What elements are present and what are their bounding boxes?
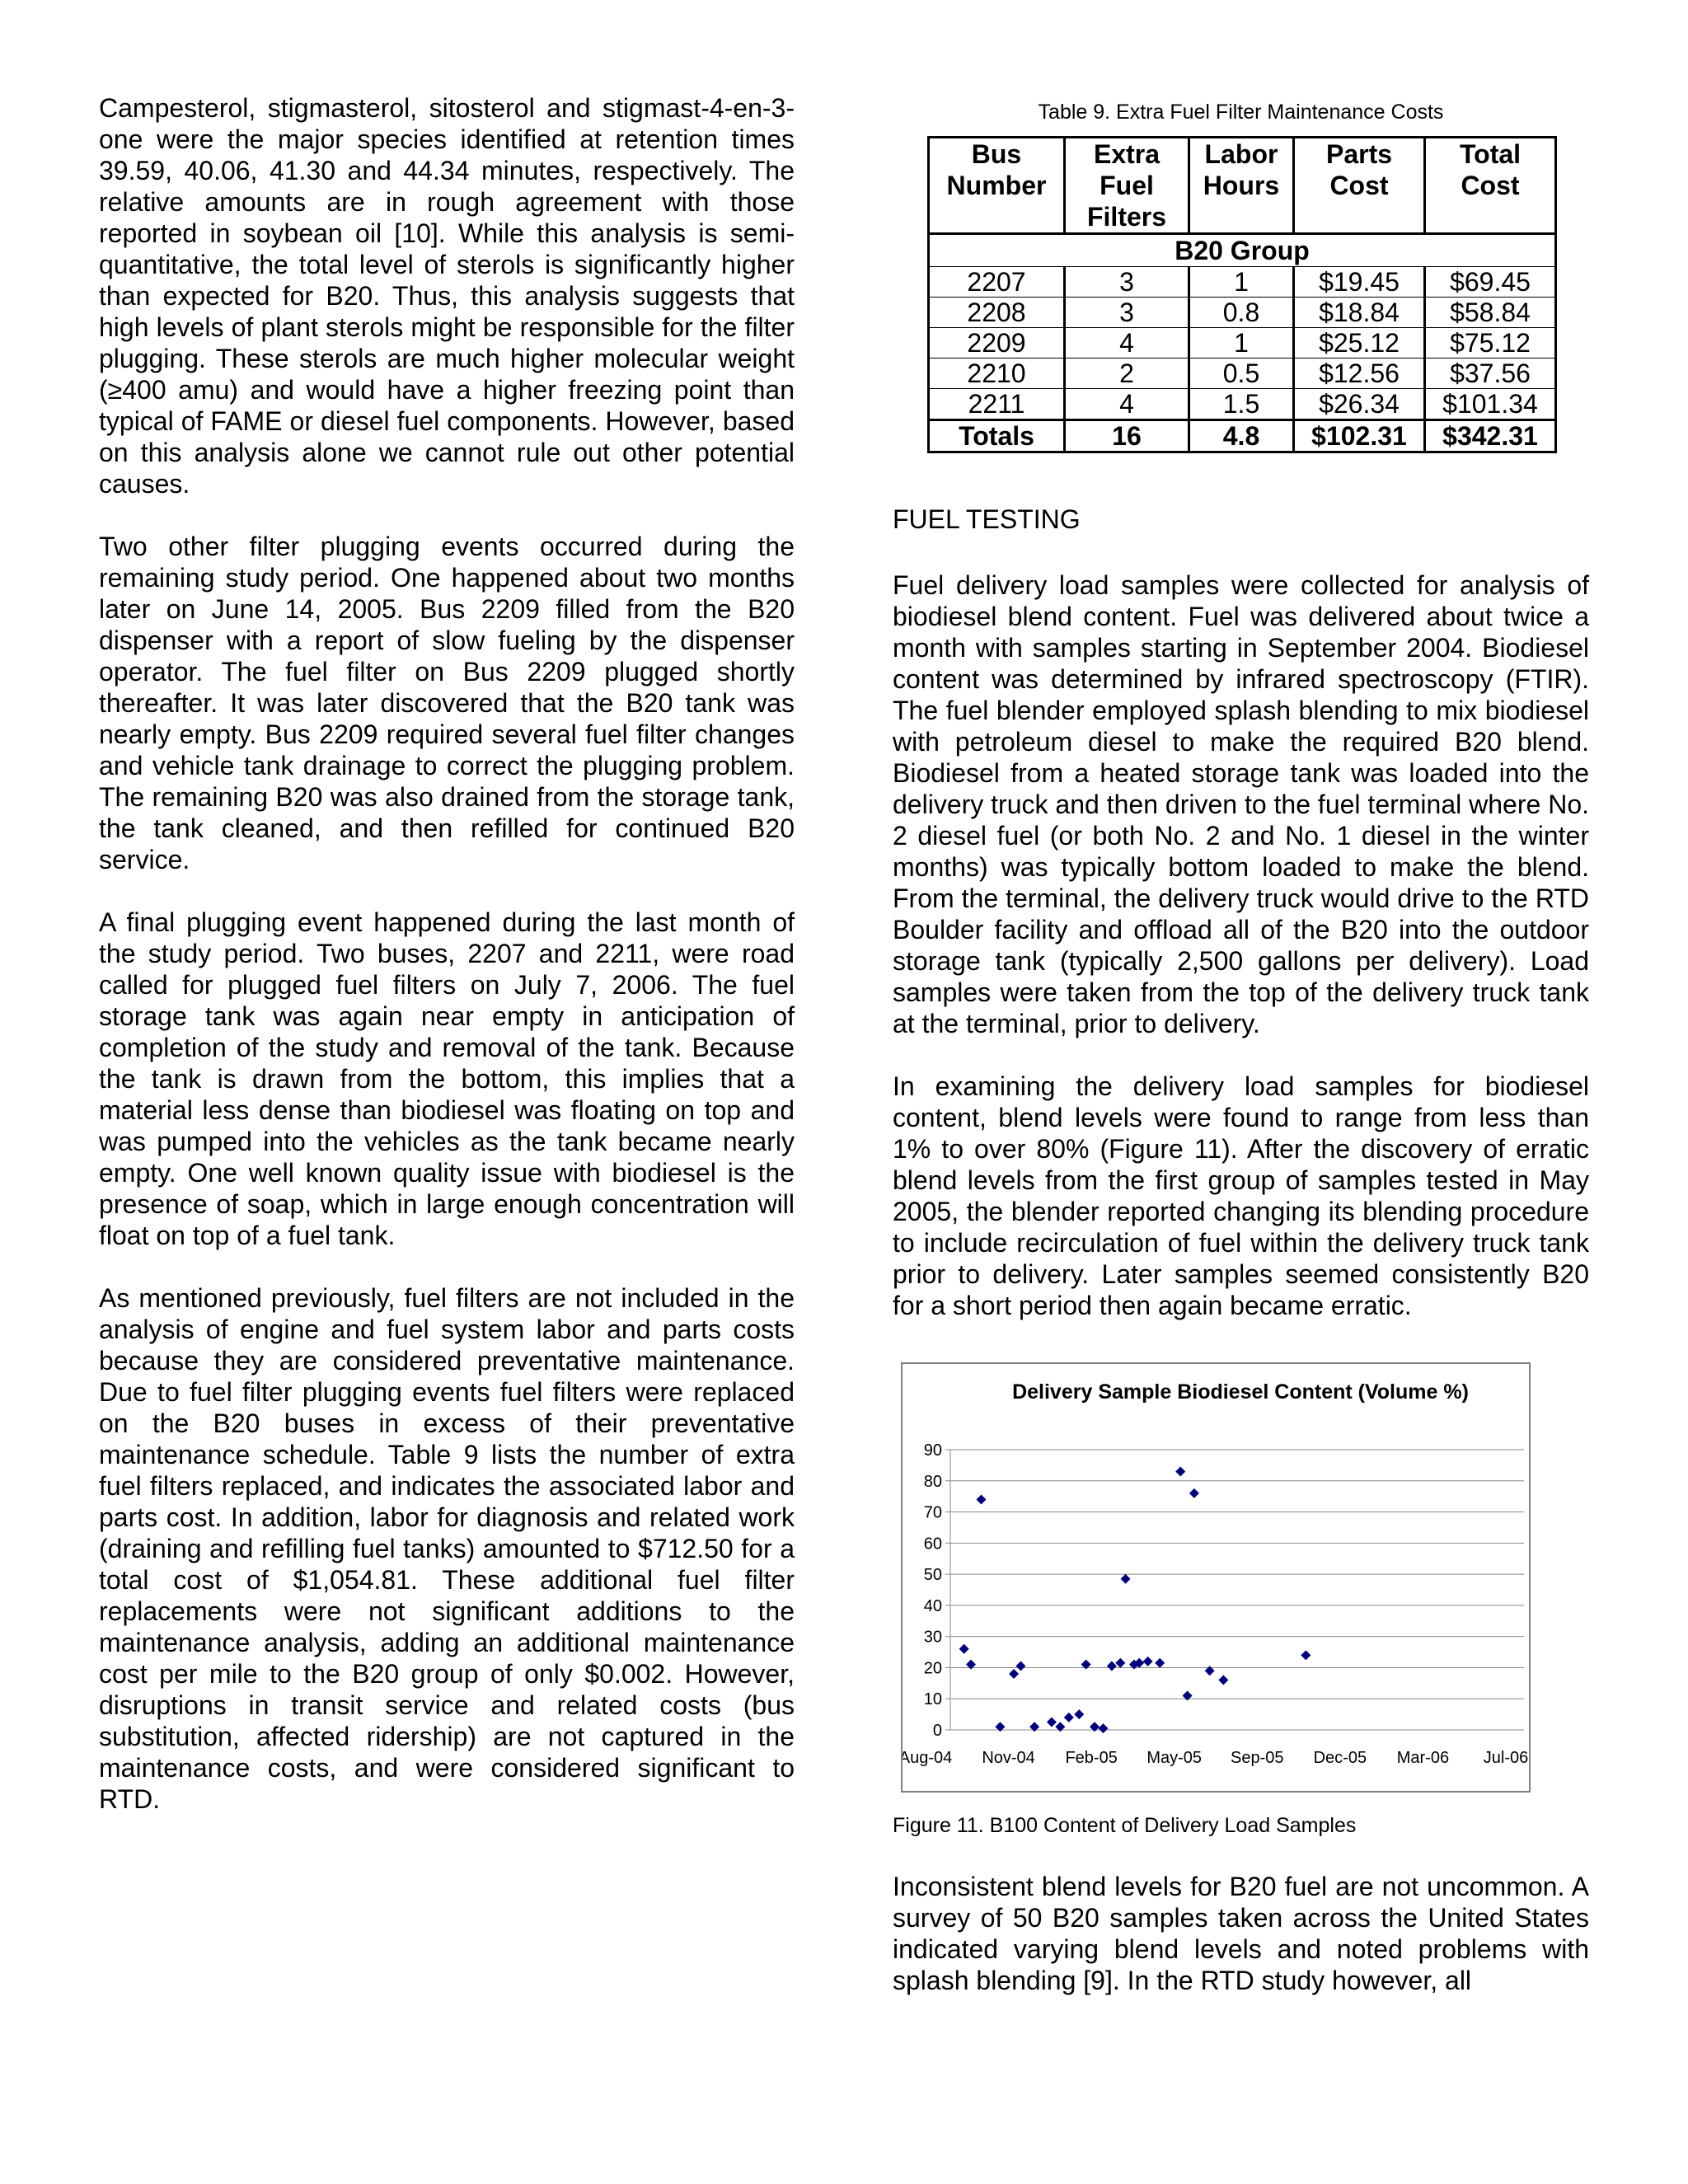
table-cell: 2209 [929,328,1065,359]
table-cell: 1.5 [1189,389,1294,420]
x-tick-label: Jul-06 [1483,1749,1529,1767]
data-point [1015,1661,1025,1671]
table-cell: 2211 [929,389,1065,420]
totals-cell: $102.31 [1294,420,1425,452]
header-extra-fuel-filters: Extra Fuel Filters [1065,138,1189,234]
table-group-row [929,234,1556,267]
table-cell: $37.56 [1425,359,1556,389]
table-cell: 2210 [929,359,1065,389]
x-tick-label: Aug-04 [903,1749,953,1767]
y-tick-label: 90 [923,1441,942,1460]
totals-cell: $342.31 [1425,420,1556,452]
table-cell: 4 [1065,389,1189,420]
table-cell: 1 [1189,267,1294,298]
paragraph-blend-levels: In examining the delivery load samples for biodiesel content, blend levels were found to range from less than 1% to over 80% (Figure 11). After the discovery of erratic blend levels from the first group of samples tested in May 2005, the blender reported changing its blending procedure to include recirculation of fuel within the delivery truck tank prior to delivery. Later samples seemed consistently B20 for a short period then again became erratic. [893,1071,1589,1320]
table-cell: $12.56 [1294,359,1425,389]
table-cell: $19.45 [1294,267,1425,298]
left-column [99,92,795,1846]
data-point [1218,1675,1228,1685]
chart-title: Delivery Sample Biodiesel Content (Volume %) [1012,1380,1469,1404]
y-tick-label: 50 [923,1566,942,1585]
table-row [929,359,1556,389]
paragraph-final-event: A final plugging event happened during the last month of the study period. Two buses, 2207 and 2211, were road called for plugged fuel filters on July 7, 2006. The fuel storage tank was again near empty in anticipation of completion of the study and removal of the tank. Because the tank is drawn from the bottom, this implies that a material less dense than biodiesel was floating on top and was pumped into the vehicles as the tank became nearly empty. One well known quality issue with biodiesel is the presence of soap, which in large enough concentration will float on top of a fuel tank. [99,907,795,1250]
data-point [1121,1574,1131,1584]
maintenance-cost-table [927,136,1557,453]
data-point [1301,1650,1311,1660]
x-tick-label: Mar-06 [1396,1749,1450,1767]
data-point [1155,1658,1165,1668]
x-tick-label: May-05 [1146,1749,1203,1767]
table-row [929,389,1556,420]
table-cell: $75.12 [1425,328,1556,359]
y-tick-label: 40 [923,1596,942,1615]
table-row [929,298,1556,328]
data-point [959,1644,969,1654]
data-point [977,1494,987,1504]
paragraph-maintenance: As mentioned previously, fuel filters are not included in the analysis of engine and fuel system labor and parts costs because they are considered preventative maintenance. Due to fuel filter plugging events fuel filters were replaced on the B20 buses in excess of their preventative maintenance schedule. Table 9 lists the number of extra fuel filters replaced, and indicates the associated labor and parts cost. In addition, labor for diagnosis and related work (draining and refilling fuel tanks) amounted to $712.50 for a total cost of $1,054.81. These additional fuel filter replacements were not significant additions to the maintenance analysis, adding an additional maintenance cost per mile to the B20 group of only $0.002. However, disruptions in transit service and related costs (bus substitution, affected ridership) are not captured in the maintenance costs, and were considered significant to RTD. [99,1283,795,1814]
y-tick-label: 0 [932,1722,942,1740]
x-tick-label: Dec-05 [1313,1749,1367,1767]
totals-cell: 4.8 [1189,420,1294,452]
table-cell: $18.84 [1294,298,1425,328]
table-caption: Table 9. Extra Fuel Filter Maintenance Costs [1038,101,1444,124]
table-cell: 0.5 [1189,359,1294,389]
totals-label: Totals [929,420,1065,452]
table-header-row [929,138,1556,234]
x-tick-label: Nov-04 [982,1749,1035,1767]
data-point [1175,1466,1185,1476]
paragraph-sterols: Campesterol, stigmasterol, sitosterol and stigmast-4-en-3-one were the major species identified at retention times 39.59, 40.06, 41.30 and 44.34 minutes, respectively. The relative amounts are in rough agreement with those reported in soybean oil [10]. While this analysis is semi-quantitative, the total level of sterols is significantly higher than expected for B20. Thus, this analysis suggests that high levels of plant sterols might be responsible for the filter plugging. These sterols are much higher molecular weight (≥400 amu) and would have a higher freezing point than typical of FAME or diesel fuel components. However, based on this analysis alone we cannot rule out other potential causes. [99,93,795,499]
y-tick-label: 20 [923,1659,942,1678]
data-point [1107,1661,1117,1671]
y-tick-label: 60 [923,1535,942,1554]
table-cell: 2 [1065,359,1189,389]
table-cell: 2207 [929,267,1065,298]
x-tick-label: Sep-05 [1231,1749,1284,1767]
header-bus-number: Bus Number [929,138,1065,234]
table-cell: 0.8 [1189,298,1294,328]
totals-cell: 16 [1065,420,1189,452]
header-parts-cost: Parts Cost [1294,138,1425,234]
table-cell: $26.34 [1294,389,1425,420]
table-cell: 2208 [929,298,1065,328]
table-cell: $69.45 [1425,267,1556,298]
table-row [929,267,1556,298]
data-point [1098,1723,1108,1733]
data-point [1189,1488,1199,1498]
data-point [1143,1657,1153,1666]
figure-caption: Figure 11. B100 Content of Delivery Load Samples [893,1814,1357,1837]
data-point [1115,1658,1125,1668]
y-tick-label: 10 [923,1690,942,1709]
paragraph-inconsistent-blends: Inconsistent blend levels for B20 fuel are not uncommon. A survey of 50 B20 samples taken across the United States indicated varying blend levels and noted problems with splash blending [9]. In the RTD study however, all [893,1872,1589,1995]
table-cell: $58.84 [1425,298,1556,328]
y-tick-label: 80 [923,1472,942,1491]
header-labor-hours: Labor Hours [1189,138,1294,234]
paragraph-june-event: Two other filter plugging events occurred during the remaining study period. One happened about two months later on June 14, 2005. Bus 2209 filled from the B20 dispenser with a report of slow fueling by the dispenser operator. The fuel filter on Bus 2209 plugged shortly thereafter. It was later discovered that the B20 tank was nearly empty. Bus 2209 required several fuel filter changes and vehicle tank drainage to correct the plugging problem. The remaining B20 was also drained from the storage tank, the tank cleaned, and then refilled for continued B20 service. [99,532,795,874]
chart-svg [903,1364,1529,1791]
data-point [1064,1713,1074,1722]
table-row [929,328,1556,359]
table-cell: 3 [1065,298,1189,328]
right-column [893,92,1589,2027]
paragraph-fuel-delivery: Fuel delivery load samples were collected for analysis of biodiesel blend content. Fuel was delivered about twice a month with samples starting in September 2004. Biodiesel content was determined by infrared spectroscopy (FTIR). The fuel blender employed splash blending to mix biodiesel with petroleum diesel to make the required B20 blend. Biodiesel from a heated storage tank was loaded into the delivery truck and then driven to the fuel terminal where No. 2 diesel fuel (or both No. 2 and No. 1 diesel in the winter months) was typically bottom loaded to make the blend. From the terminal, the delivery truck would drive to the RTD Boulder facility and offload all of the B20 into the outdoor storage tank (typically 2,500 gallons per delivery). Load samples were taken from the top of the delivery truck tank at the terminal, prior to delivery. [893,570,1589,1038]
data-point [1074,1709,1084,1719]
table-totals-row [929,420,1556,452]
table-cell: $25.12 [1294,328,1425,359]
header-total-cost: Total Cost [1425,138,1556,234]
group-label: B20 Group [929,234,1556,267]
x-tick-label: Feb-05 [1065,1749,1118,1767]
data-point [1047,1718,1057,1727]
y-tick-label: 70 [923,1503,942,1522]
table-cell: 3 [1065,267,1189,298]
figure-11-chart [901,1362,1531,1793]
table-cell: 1 [1189,328,1294,359]
section-heading: FUEL TESTING [893,504,1081,534]
table-cell: 4 [1065,328,1189,359]
data-point [1009,1669,1019,1679]
y-tick-label: 30 [923,1628,942,1647]
table-cell: $101.34 [1425,389,1556,420]
